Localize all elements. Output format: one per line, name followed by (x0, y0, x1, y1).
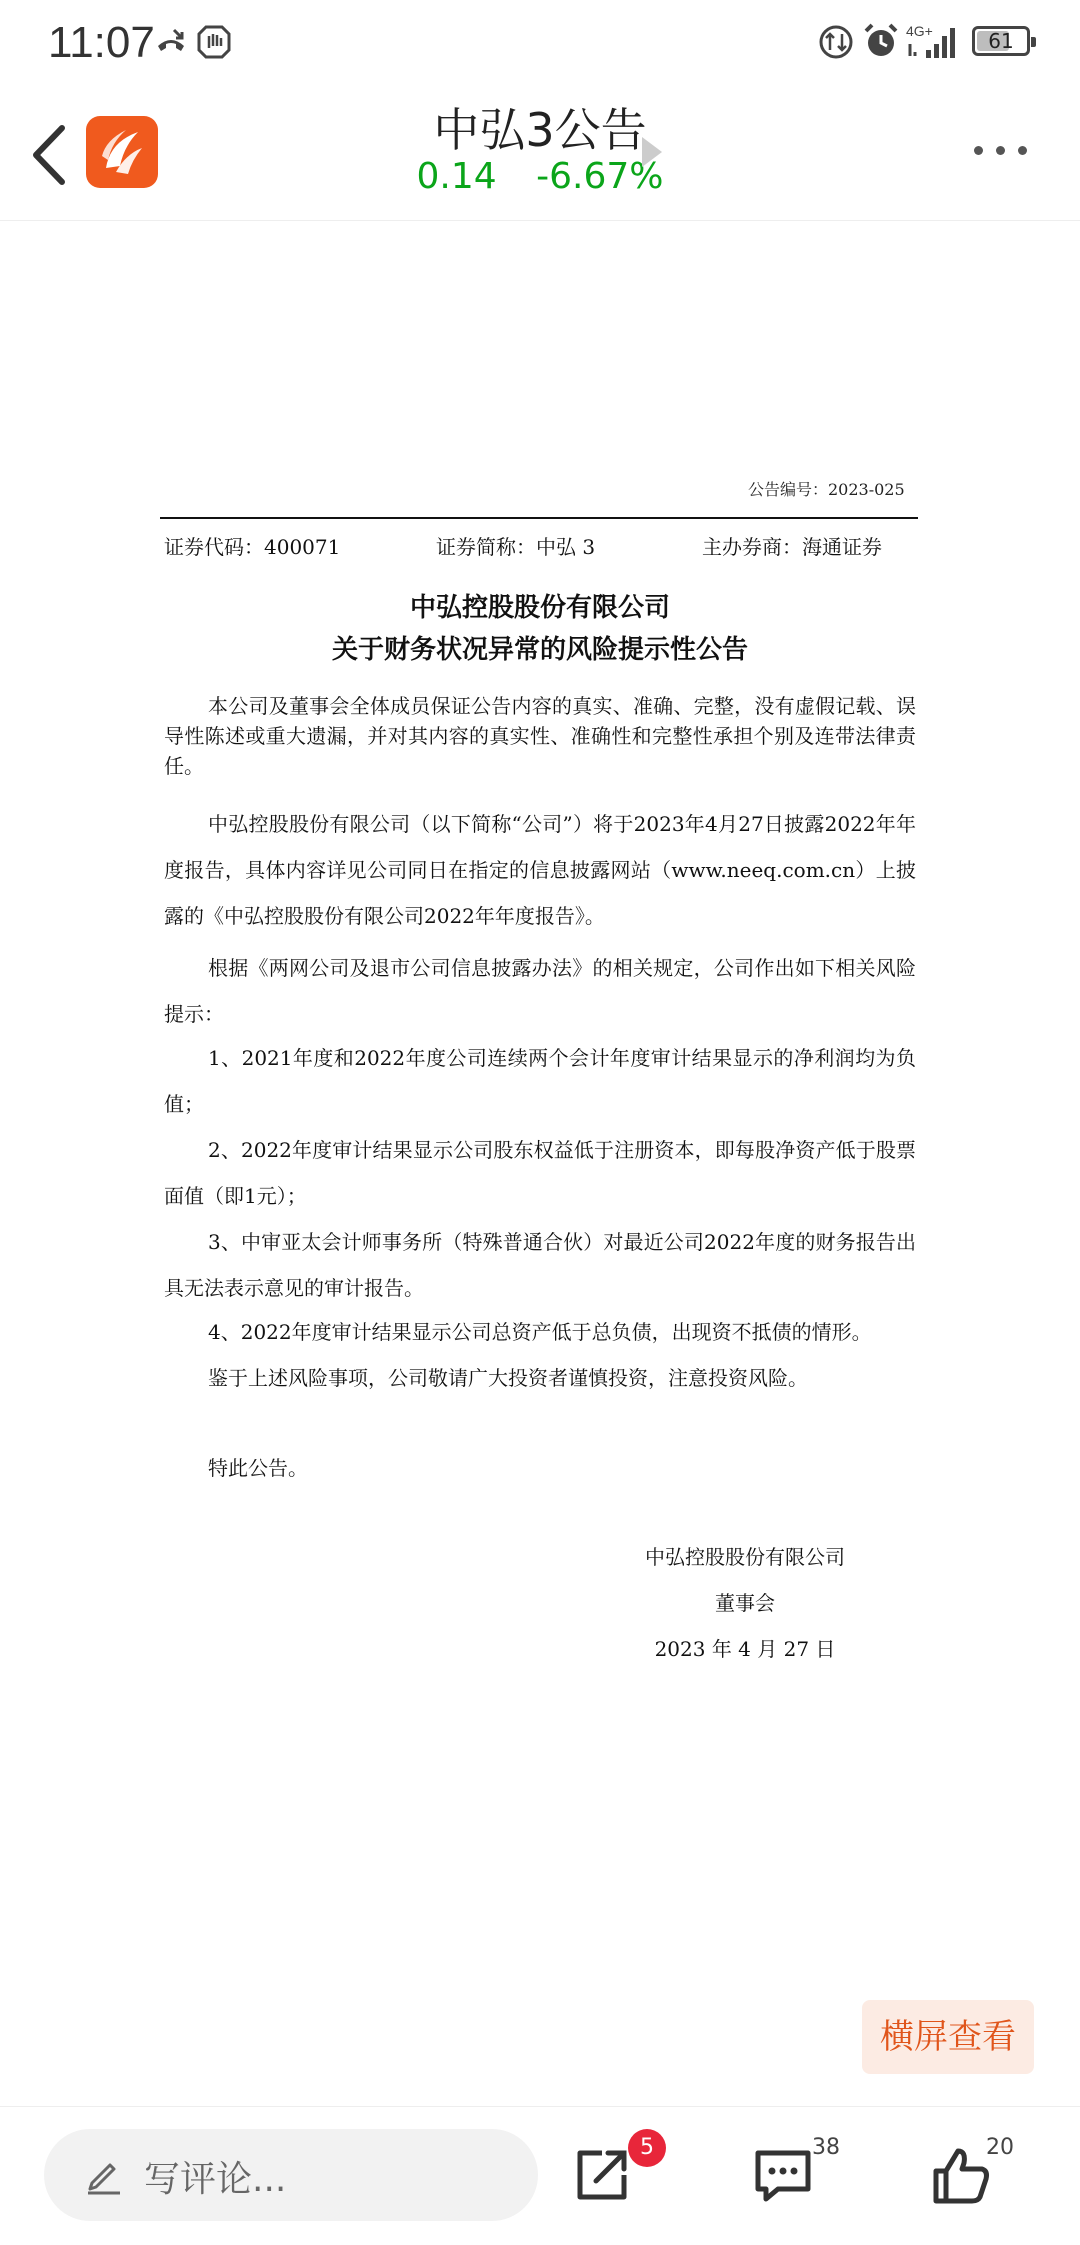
pen-icon (84, 2155, 124, 2195)
landscape-view-button[interactable]: 横屏查看 (862, 2000, 1034, 2074)
risk-item-1: 1、2021年度和2022年度公司连续两个会计年度审计结果显示的净利润均为负值； (164, 1046, 916, 1116)
signature-date: 2023 年 4 月 27 日 (654, 1637, 836, 1661)
stock-price: 0.14 (416, 156, 497, 197)
battery-level: 61 (988, 29, 1014, 53)
comment-count: 38 (812, 2135, 840, 2160)
stock-change: -6.67% (536, 156, 664, 197)
paragraph-basis: 根据《两网公司及退市公司信息披露办法》的相关规定，公司作出如下相关风险提示： (164, 956, 916, 1026)
announcement-document (0, 221, 1080, 2101)
risk-warning: 鉴于上述风险事项，公司敬请广大投资者谨慎投资，注意投资风险。 (208, 1366, 808, 1390)
play-triangle-icon[interactable] (642, 137, 662, 167)
status-bar (0, 0, 1080, 90)
doc-title-company: 中弘控股股份有限公司 (409, 593, 670, 623)
data-saver-icon (818, 24, 854, 60)
risk-item-4: 4、2022年度审计结果显示公司总资产低于总负债，出现资不抵债的情形。 (208, 1320, 872, 1344)
paragraph-disclosure: 中弘控股股份有限公司（以下简称“公司”）将于2023年4月27日披露2022年年度报告，具体内容详见公司同日在指定的信息披露网站（www.neeq.com.cn）上披露的《中弘控股股份有限公司2022年年度报告》。 (164, 812, 916, 928)
comment-icon[interactable] (752, 2145, 814, 2205)
app-header (0, 90, 1080, 221)
intro-paragraph: 本公司及董事会全体成员保证公告内容的真实、准确、完整，没有虚假记载、误导性陈述或重大遗漏，并对其内容的真实性、准确性和完整性承担个别及连带法律责任。 (164, 694, 916, 778)
alarm-icon (862, 22, 900, 60)
comment-placeholder: 写评论... (144, 2159, 287, 2200)
battery-indicator (972, 26, 1030, 56)
missed-call-icon (154, 26, 188, 60)
status-time: 11:07 (48, 18, 155, 67)
more-options-icon[interactable] (972, 140, 1032, 160)
like-thumbs-up-icon[interactable] (930, 2145, 992, 2207)
svg-text:4G+: 4G+ (906, 23, 933, 39)
broker: 主办券商：海通证券 (702, 535, 882, 559)
risk-item-3: 3、中审亚太会计师事务所（特殊普通合伙）对最近公司2022年度的财务报告出具无法表示意见的审计报告。 (164, 1230, 916, 1300)
doc-number: 公告编号：2023-025 (748, 480, 905, 499)
page-title: 中弘3公告 (433, 103, 647, 157)
stock-short-name: 证券简称：中弘 3 (436, 535, 596, 559)
doc-title-subject: 关于财务状况异常的风险提示性公告 (331, 635, 748, 665)
stock-code: 证券代码：400071 (164, 535, 341, 559)
bottom-action-bar (0, 2106, 1080, 2245)
share-badge: 5 (628, 2129, 666, 2167)
risk-item-2: 2、2022年度审计结果显示公司股东权益低于注册资本，即每股净资产低于股票面值（即1元）； (164, 1138, 916, 1208)
like-count: 20 (986, 2135, 1014, 2160)
stock-quote (0, 156, 1080, 197)
signature-board: 董事会 (715, 1591, 775, 1615)
signal-4g-icon (906, 22, 962, 60)
signature-company: 中弘控股股份有限公司 (645, 1545, 845, 1569)
closing-line: 特此公告。 (208, 1456, 308, 1480)
header-rule (160, 517, 918, 519)
share-icon[interactable] (572, 2145, 632, 2205)
comment-input[interactable] (44, 2129, 538, 2221)
hand-icon (196, 24, 232, 60)
